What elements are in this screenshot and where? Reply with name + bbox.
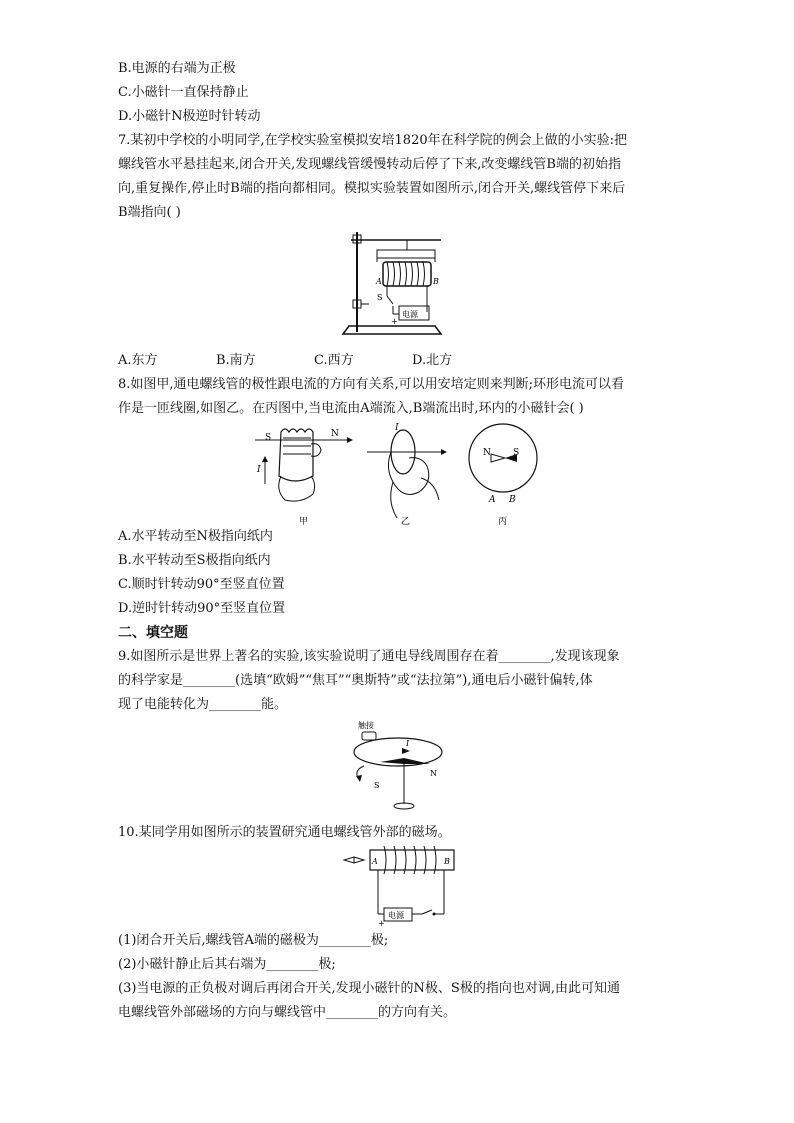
q10-fig-label-b: B bbox=[444, 857, 450, 866]
q8-option-b: B.水平转动至S极指向纸内 bbox=[118, 553, 271, 568]
q8-fig-bing-label-a: A bbox=[489, 495, 496, 505]
q10-intro: 10.某同学用如图所示的装置研究通电螺线管外部的磁场。 bbox=[118, 825, 451, 840]
q10-part-1: (1)闭合开关后,螺线管A端的磁极为________极; bbox=[118, 933, 389, 948]
section-title: 二、填空题 bbox=[118, 625, 188, 641]
q8-fig-bing-needle-s: S bbox=[513, 448, 520, 458]
q8-option-c: C.顺时针转动90°至竖直位置 bbox=[118, 577, 285, 592]
q8-line-2: 作是一匝线圈,如图乙。在丙图中,当电流由A端流入,B端流出时,环内的小磁针会( ) bbox=[118, 401, 584, 416]
q8-fig-caption-yi: 乙 bbox=[401, 517, 411, 527]
q9-fig-label-s: S bbox=[374, 781, 380, 790]
q8-option-a: A.水平转动至N极指向纸内 bbox=[118, 529, 273, 544]
q7-line-3: 向,重复操作,停止时B端的指向都相同。模拟实验装置如图所示,闭合开关,螺线管停下来后 bbox=[118, 181, 626, 196]
q9-oersted-figure bbox=[340, 718, 460, 818]
q7-option-b: B.南方 bbox=[216, 353, 256, 368]
q7-option-c: C.西方 bbox=[314, 353, 354, 368]
q8-fig-caption-jia: 甲 bbox=[299, 517, 309, 527]
q9-fig-label-touch: 触接 bbox=[358, 721, 374, 730]
q7-line-4: B端指向( ) bbox=[118, 205, 181, 220]
q7-fig-label-b: B bbox=[433, 277, 439, 286]
q7-solenoid-apparatus-figure bbox=[335, 226, 455, 346]
q7-fig-label-power: 电源 bbox=[402, 310, 418, 319]
q10-fig-label-a: A bbox=[372, 857, 378, 866]
q8-fig-bing-needle-n: N bbox=[483, 448, 491, 458]
q8-option-d: D.逆时针转动90°至竖直位置 bbox=[118, 601, 286, 616]
q9-line-1: 9.如图所示是世界上著名的实验,该实验说明了通电导线周围存在着________,发现该现象 bbox=[118, 649, 620, 664]
q9-line-2: 的科学家是________(选填“欧姆”“焦耳”“奥斯特”或“法拉第”),通电后小磁针偏转,体 bbox=[118, 673, 593, 688]
q7-fig-label-a: A bbox=[376, 277, 382, 286]
q9-line-3: 现了电能转化为________能。 bbox=[118, 697, 288, 712]
q10-part-3-line-1: (3)当电源的正负极对调后再闭合开关,发现小磁针的N极、S极的指向也对调,由此可知通 bbox=[118, 981, 620, 996]
q10-fig-label-power: 电源 bbox=[388, 911, 404, 920]
q7-fig-label-plus: + bbox=[391, 317, 398, 326]
q8-line-1: 8.如图甲,通电螺线管的极性跟电流的方向有关系,可以用安培定则来判断;环形电流可以看 bbox=[118, 377, 625, 392]
q8-fig-yi-label-i: I bbox=[395, 423, 399, 433]
q9-fig-label-i: I bbox=[406, 739, 410, 748]
q10-part-3-line-2: 电螺线管外部磁场的方向与螺线管中________的方向有关。 bbox=[118, 1005, 457, 1020]
q10-part-2: (2)小磁针静止后其右端为________极; bbox=[118, 957, 336, 972]
q7-line-1: 7.某初中学校的小明同学,在学校实验室模拟安培1820年在科学院的例会上做的小实验:把 bbox=[118, 133, 628, 148]
q7-option-a: A.东方 bbox=[118, 353, 158, 368]
q9-fig-label-n: N bbox=[430, 769, 437, 778]
q8-fig-jia-label-s: S bbox=[265, 433, 272, 443]
q8-fig-jia-label-i: I bbox=[257, 465, 261, 475]
q8-fig-bing-label-b: B bbox=[509, 495, 516, 505]
option-d-text: D.小磁针N极逆时针转动 bbox=[118, 109, 261, 124]
q7-option-d: D.北方 bbox=[412, 353, 453, 368]
q7-fig-label-switch: S bbox=[377, 293, 383, 302]
option-c-text: C.小磁针一直保持静止 bbox=[118, 85, 249, 100]
q8-fig-jia-label-n: N bbox=[331, 429, 339, 439]
q10-fig-label-plus: + bbox=[378, 919, 385, 928]
q8-three-panel-figure bbox=[255, 422, 555, 530]
q7-line-2: 螺线管水平悬挂起来,闭合开关,发现螺线管缓慢转动后停了下来,改变螺线管B端的初始指 bbox=[118, 157, 621, 172]
q10-solenoid-figure bbox=[340, 846, 464, 928]
option-b-text: B.电源的右端为正极 bbox=[118, 61, 236, 76]
q8-fig-caption-bing: 丙 bbox=[498, 517, 508, 527]
